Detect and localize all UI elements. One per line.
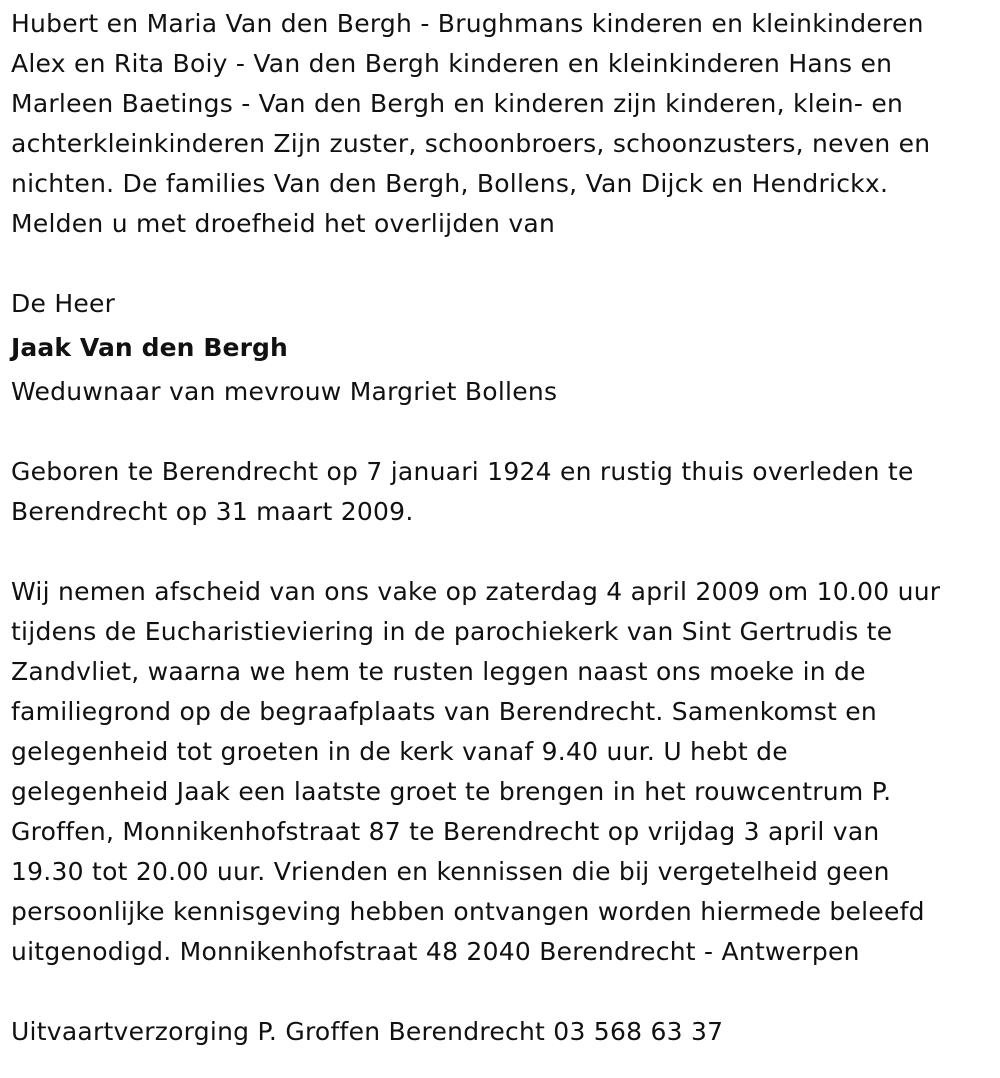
spacer [11, 972, 990, 1012]
funeral-home-line: Uitvaartverzorging P. Groffen Berendrecht 03 568 63 37 [11, 1017, 724, 1046]
intro-line: achterkleinkinderen Zijn zuster, schoonbroers, schoonzusters, neven en [11, 129, 931, 158]
ceremony-line: uitgenodigd. Monnikenhofstraat 48 2040 Berendrecht - Antwerpen [11, 937, 860, 966]
ceremony-line: gelegenheid Jaak een laatste groet te brengen in het rouwcentrum P. [11, 777, 892, 806]
intro-line: Alex en Rita Boiy - Van den Bergh kinderen en kleinkinderen Hans en [11, 49, 893, 78]
salutation: De Heer [11, 289, 116, 318]
birth-death-line: Geboren te Berendrecht op 7 januari 1924 en rustig thuis overleden te [11, 457, 914, 486]
spacer [11, 412, 990, 452]
ceremony-line: gelegenheid tot groeten in de kerk vanaf 9.40 uur. U hebt de [11, 737, 788, 766]
intro-paragraph [11, 4, 990, 244]
ceremony-line: Wij nemen afscheid van ons vake op zaterdag 4 april 2009 om 10.00 uur [11, 577, 941, 606]
ceremony-line: Groffen, Monnikenhofstraat 87 te Berendrecht op vrijdag 3 april van [11, 817, 880, 846]
deceased-name: Jaak Van den Bergh [11, 333, 288, 362]
spacer [11, 532, 990, 572]
intro-line: Hubert en Maria Van den Bergh - Brughmans kinderen en kleinkinderen [11, 9, 924, 38]
intro-line: Marleen Baetings - Van den Bergh en kinderen zijn kinderen, klein- en [11, 89, 904, 118]
ceremony-line: tijdens de Eucharistieviering in de parochiekerk van Sint Gertrudis te [11, 617, 893, 646]
ceremony-line: familiegrond op de begraafplaats van Berendrecht. Samenkomst en [11, 697, 878, 726]
birth-death-line: Berendrecht op 31 maart 2009. [11, 497, 414, 526]
ceremony-line: 19.30 tot 20.00 uur. Vrienden en kennissen die bij vergetelheid geen [11, 857, 890, 886]
ceremony-paragraph [11, 572, 990, 972]
deceased-block [11, 284, 990, 412]
intro-line: Melden u met droefheid het overlijden van [11, 209, 556, 238]
funeral-home-block [11, 1012, 990, 1052]
ceremony-line: Zandvliet, waarna we hem te rusten leggen naast ons moeke in de [11, 657, 866, 686]
birth-death-paragraph [11, 452, 990, 532]
ceremony-line: persoonlijke kennisgeving hebben ontvangen worden hiermede beleefd [11, 897, 925, 926]
spacer [11, 244, 990, 284]
relation-line: Weduwnaar van mevrouw Margriet Bollens [11, 377, 558, 406]
intro-line: nichten. De families Van den Bergh, Bollens, Van Dijck en Hendrickx. [11, 169, 889, 198]
